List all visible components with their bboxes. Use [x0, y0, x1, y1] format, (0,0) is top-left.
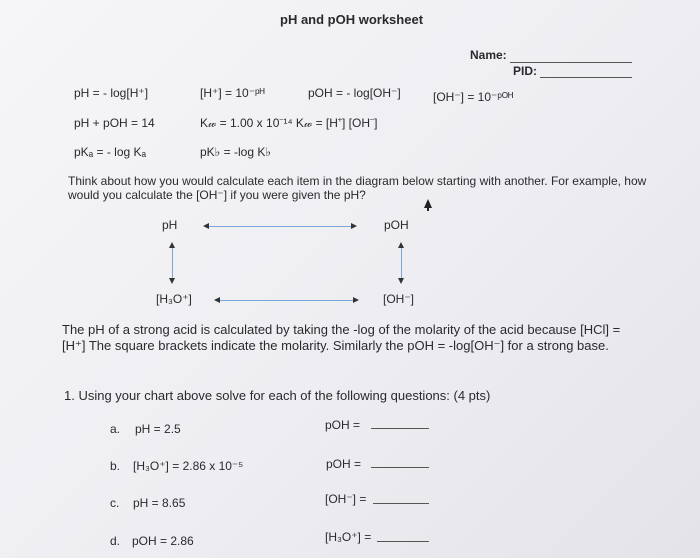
item-b-answer-line[interactable]	[371, 467, 429, 468]
item-d-letter: d.	[110, 534, 121, 548]
item-a-given: pH = 2.5	[135, 422, 181, 436]
formula-oh-conc: [OH⁻] = 10⁻ᵖᴼᴴ	[433, 90, 514, 104]
question-1: 1. Using your chart above solve for each of the following questions: (4 pts)	[64, 388, 491, 403]
pid-label: PID:	[513, 64, 537, 78]
explanation-text: The pH of a strong acid is calculated by taking the -log of the molarity of the acid because [HCl] = [H⁺] The square brackets indicate the molarity. Similarly the pOH = -log[OH⁻] for a strong base.	[62, 322, 621, 353]
formula-pkb: pK♭ = -log K♭	[200, 145, 272, 159]
item-c-given: pH = 8.65	[133, 496, 186, 510]
item-c-answer-line[interactable]	[373, 503, 429, 504]
double-arrow-poh-oh-icon	[401, 248, 402, 278]
pid-field-line[interactable]	[540, 77, 632, 78]
item-b-given: [H₃O⁺] = 2.86 x 10⁻⁵	[133, 459, 244, 473]
item-b-letter: b.	[110, 459, 121, 473]
double-arrow-ph-h3o-icon	[172, 248, 173, 278]
item-d-given: pOH = 2.86	[132, 534, 194, 548]
mouse-cursor-icon	[424, 199, 432, 208]
item-a-find: pOH =	[325, 418, 361, 432]
name-field-line[interactable]	[510, 62, 632, 63]
formula-ph: pH = - log[H⁺]	[74, 86, 149, 100]
diagram-h3o: [H₃O⁺]	[156, 292, 192, 306]
diagram-poh: pOH	[384, 218, 409, 232]
formula-h-conc: [H⁺] = 10⁻ᵖᴴ	[200, 86, 265, 100]
item-c-find: [OH⁻] =	[325, 492, 367, 506]
double-arrow-h3o-oh-icon	[220, 300, 353, 301]
item-d-answer-line[interactable]	[377, 541, 429, 542]
item-c-letter: c.	[110, 496, 120, 510]
formula-poh: pOH = - log[OH⁻]	[308, 86, 401, 100]
item-d-find: [H₃O⁺] =	[325, 530, 372, 544]
item-b-find: pOH =	[326, 457, 362, 471]
formula-pka: pKₐ = - log Kₐ	[74, 145, 146, 159]
page-title: pH and pOH worksheet	[280, 12, 424, 27]
name-label: Name:	[470, 48, 507, 62]
formula-ph-poh-sum: pH + pOH = 14	[74, 116, 155, 130]
item-a-letter: a.	[110, 422, 121, 436]
item-a-answer-line[interactable]	[371, 428, 429, 429]
double-arrow-ph-poh-icon	[209, 226, 351, 227]
instructions-text: Think about how you would calculate each item in the diagram below starting with another. For example, how would you calculate the [OH⁻] if you were given the pH?	[68, 174, 647, 202]
formula-kw: K𝓌 = 1.00 x 10⁻¹⁴ K𝓌 = [H⁺] [OH⁻]	[200, 116, 378, 130]
diagram-ph: pH	[162, 218, 178, 232]
diagram-oh: [OH⁻]	[383, 292, 415, 306]
